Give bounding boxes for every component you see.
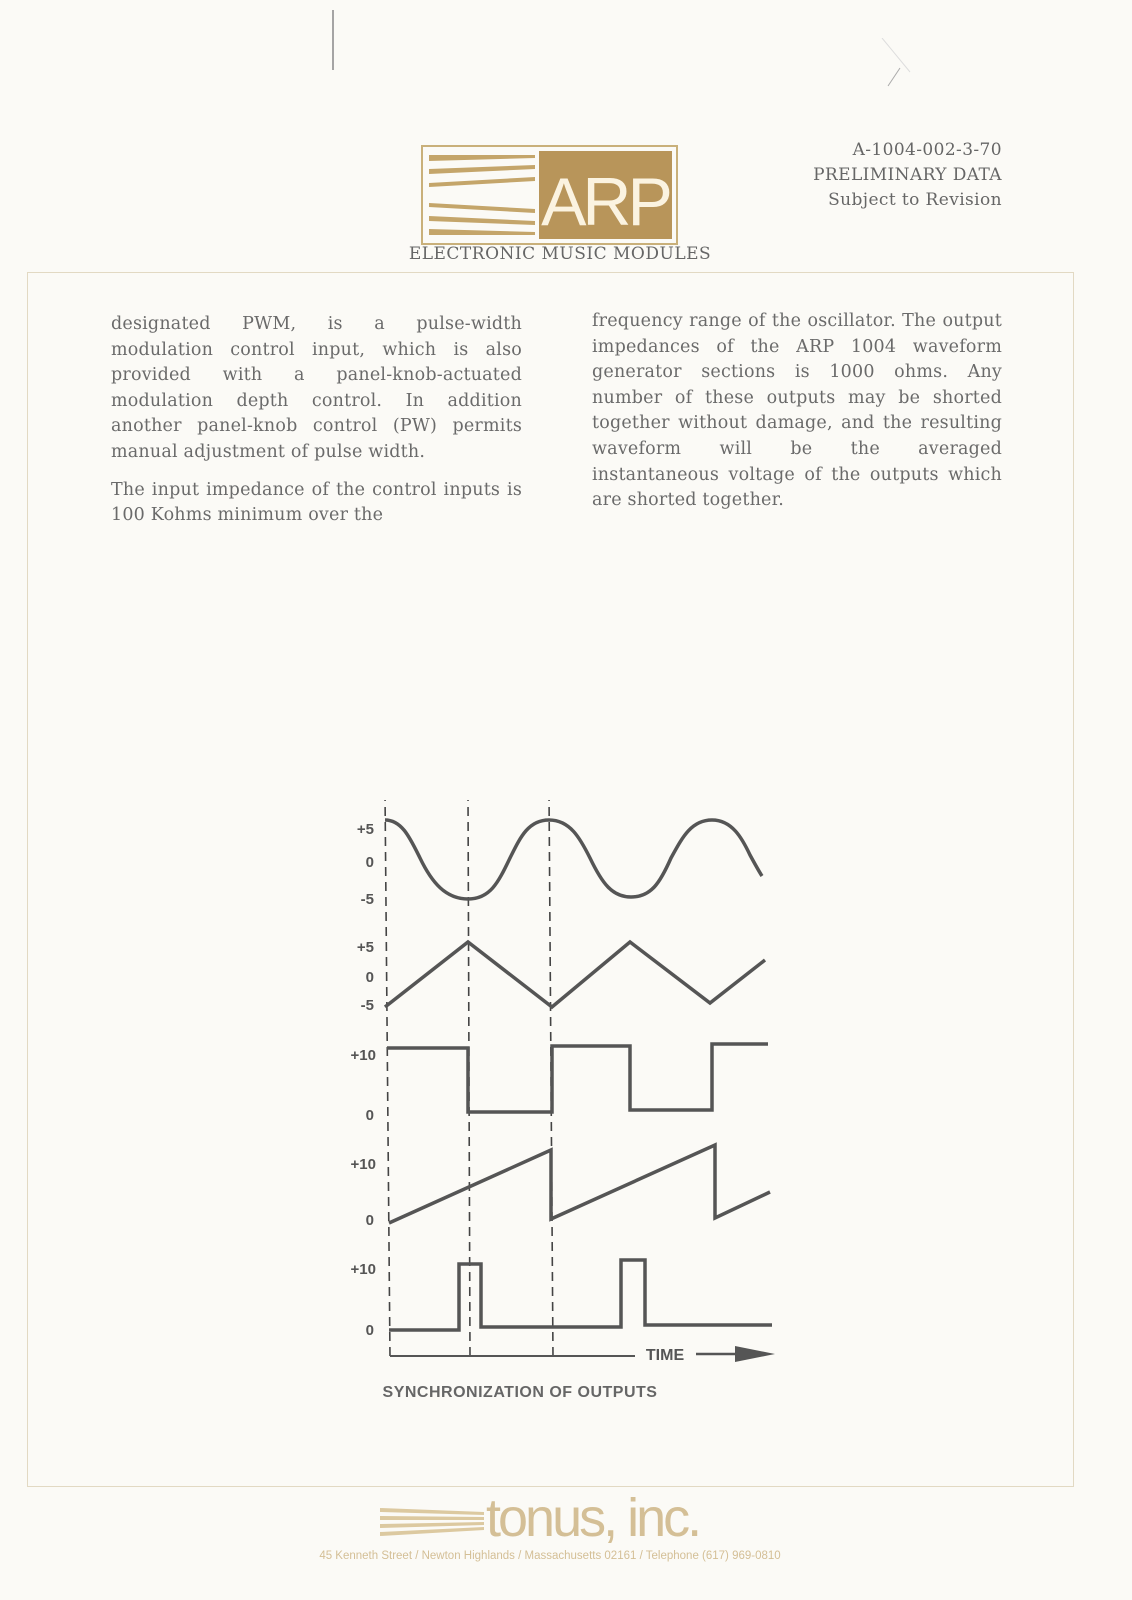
tick-label: +10 xyxy=(350,1261,376,1278)
text-column-right xyxy=(592,309,1002,526)
paragraph: The input impedance of the control inputs is 100 Kohms minimum over the xyxy=(111,479,522,526)
text-column-left xyxy=(111,312,522,541)
synchronization-chart xyxy=(340,800,800,1440)
pulse-waveform xyxy=(389,1260,772,1330)
tonus-logo-text: tonus, inc. xyxy=(486,1490,700,1546)
arp-logo xyxy=(421,145,678,245)
tick-label: +10 xyxy=(350,1047,376,1064)
scan-mark xyxy=(880,38,920,88)
tick-label: -5 xyxy=(360,891,374,908)
scan-mark xyxy=(330,10,340,72)
doc-revision-note: Subject to Revision xyxy=(828,190,1002,210)
page-subtitle: ELECTRONIC MUSIC MODULES xyxy=(408,244,712,264)
arp-logo-text: ARP xyxy=(541,164,669,240)
sawtooth-waveform xyxy=(389,1145,770,1223)
doc-status: PRELIMINARY DATA xyxy=(813,165,1002,185)
tick-label: 0 xyxy=(365,854,374,871)
square-waveform xyxy=(387,1044,768,1112)
sine-waveform xyxy=(385,820,762,899)
doc-number: A-1004-002-3-70 xyxy=(852,140,1002,160)
tick-label: +5 xyxy=(356,939,374,956)
tick-label: -5 xyxy=(360,997,374,1014)
time-arrow-head xyxy=(735,1346,775,1362)
tick-label: 0 xyxy=(365,1212,374,1229)
chart-title: SYNCHRONIZATION OF OUTPUTS xyxy=(382,1384,658,1401)
footer-address: 45 Kenneth Street / Newton Highlands / Massachusetts 02161 / Telephone (617) 969-0810 xyxy=(319,1550,781,1562)
triangle-waveform xyxy=(385,942,765,1007)
tonus-logo xyxy=(380,1490,710,1546)
doc-info xyxy=(813,138,1002,213)
paragraph: designated PWM, is a pulse-width modulation control input, which is also provided with a panel-knob-actuated modulation depth control. In addition another panel-knob control (PW) permits manual adjustment of pulse width. xyxy=(111,314,522,462)
tick-label: 0 xyxy=(365,969,374,986)
paragraph: frequency range of the oscillator. The output impedances of the ARP 1004 waveform generator sections is 1000 ohms. Any number of these outputs may be shorted together without damage, and the resulting waveform will be the averaged instantaneous voltage of the outputs which are shorted together. xyxy=(592,311,1002,511)
tick-label: +5 xyxy=(356,821,374,838)
x-axis-label: TIME xyxy=(645,1347,685,1364)
tick-label: +10 xyxy=(350,1156,376,1173)
sync-marker-line xyxy=(385,800,390,1358)
tick-label: 0 xyxy=(365,1322,374,1339)
tick-label: 0 xyxy=(365,1107,374,1124)
